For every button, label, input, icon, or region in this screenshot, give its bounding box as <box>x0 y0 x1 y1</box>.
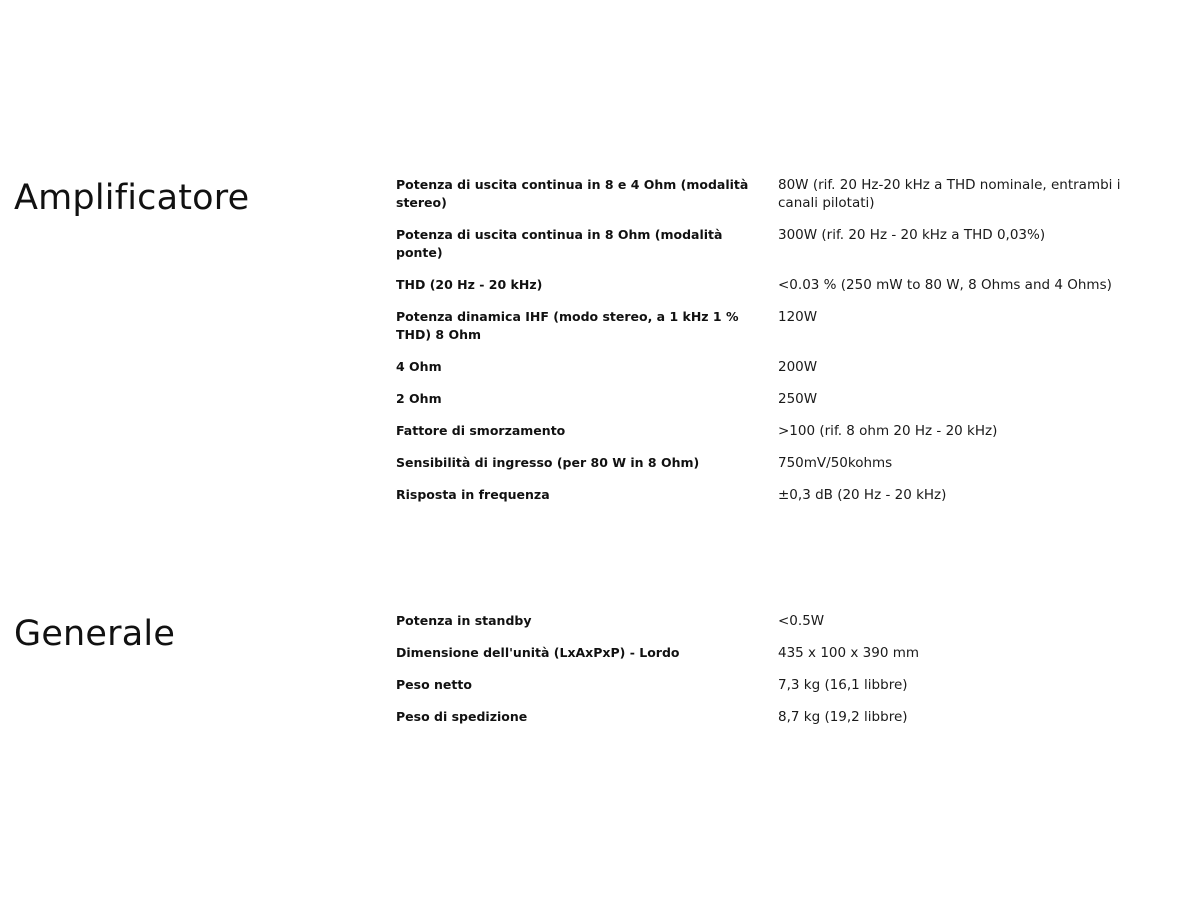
spec-table <box>396 612 1166 740</box>
spec-label: Peso di spedizione <box>396 709 528 724</box>
spec-row <box>396 276 1166 294</box>
spec-row <box>396 644 1166 662</box>
section-title: Generale <box>14 614 176 654</box>
spec-value: 200W <box>778 359 818 375</box>
spec-row <box>396 708 1166 726</box>
spec-label: Risposta in frequenza <box>396 487 550 502</box>
spec-label: Potenza di uscita continua in 8 Ohm (modalità ponte) <box>396 227 723 260</box>
spec-value: 435 x 100 x 390 mm <box>778 645 920 661</box>
spec-row <box>396 454 1166 472</box>
spec-value: 80W (rif. 20 Hz-20 kHz a THD nominale, entrambi i canali pilotati) <box>778 177 1121 211</box>
spec-label: Fattore di smorzamento <box>396 423 566 438</box>
spec-label: Potenza dinamica IHF (modo stereo, a 1 kHz 1 % THD) 8 Ohm <box>396 309 739 342</box>
spec-label: 4 Ohm <box>396 359 442 374</box>
spec-label: Sensibilità di ingresso (per 80 W in 8 Ohm) <box>396 455 700 470</box>
spec-value: <0.5W <box>778 613 825 629</box>
spec-value: 120W <box>778 309 818 325</box>
spec-row <box>396 176 1166 212</box>
spec-row <box>396 226 1166 262</box>
spec-value: 300W (rif. 20 Hz - 20 kHz a THD 0,03%) <box>778 227 1046 243</box>
spec-label: 2 Ohm <box>396 391 442 406</box>
spec-value: 7,3 kg (16,1 libbre) <box>778 677 908 693</box>
spec-value: <0.03 % (250 mW to 80 W, 8 Ohms and 4 Ohms) <box>778 277 1112 293</box>
spec-label: Potenza in standby <box>396 613 532 628</box>
spec-label: Dimensione dell'unità (LxAxPxP) - Lordo <box>396 645 680 660</box>
spec-value: 8,7 kg (19,2 libbre) <box>778 709 908 725</box>
spec-row <box>396 422 1166 440</box>
spec-label: Potenza di uscita continua in 8 e 4 Ohm (modalità stereo) <box>396 177 749 210</box>
spec-value: ±0,3 dB (20 Hz - 20 kHz) <box>778 487 947 503</box>
spec-value: 750mV/50kohms <box>778 455 893 471</box>
spec-table <box>396 176 1166 518</box>
spec-row <box>396 308 1166 344</box>
spec-value: >100 (rif. 8 ohm 20 Hz - 20 kHz) <box>778 423 998 439</box>
section-title: Amplificatore <box>14 178 250 218</box>
spec-row <box>396 390 1166 408</box>
spec-row <box>396 358 1166 376</box>
spec-row <box>396 676 1166 694</box>
spec-label: Peso netto <box>396 677 472 692</box>
spec-value: 250W <box>778 391 818 407</box>
spec-row <box>396 486 1166 504</box>
spec-label: THD (20 Hz - 20 kHz) <box>396 277 543 292</box>
spec-row <box>396 612 1166 630</box>
